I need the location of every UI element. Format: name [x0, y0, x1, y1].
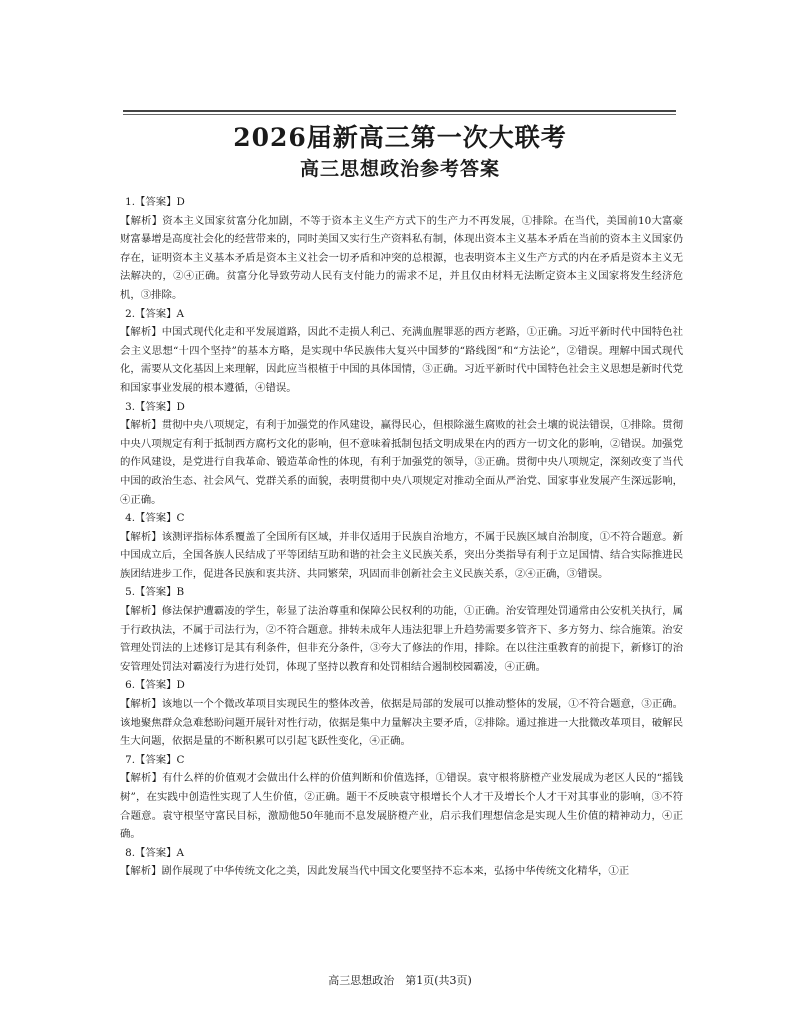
page-subtitle: 高三思想政治参考答案: [299, 158, 500, 180]
question-block: [120, 398, 683, 510]
question-block: [120, 509, 683, 583]
answer-text: 【答案】D: [135, 400, 185, 413]
header-rule: [123, 110, 676, 112]
question-number: 8.: [125, 846, 135, 859]
explanation-text: 【解析】有什么样的价值观才会做出什么样的价值判断和价值选择，①错误。袁守根将脐橙产业发展成为老区人民的“摇钱树”，在实践中创造性实现了人生价值，②正确。题干不反映袁守根增长个人才干及增长个人才干对其事业的影响，③不符合题意。袁守根坚守富民目标，激励他50年驰而不息发展脐橙产业，启示我们理想信念是实现人生价值的精神动力，④正确。: [120, 772, 683, 841]
page-footer: 高三思想政治 第1页(共3页): [328, 974, 472, 987]
question-block: [120, 676, 683, 750]
question-number: 1.: [125, 196, 135, 208]
explanation-text: 【解析】剧作展现了中华传统文化之美，因此发展当代中国文化要坚持不忘本来，弘扬中华传统文化精华，①正: [120, 865, 630, 878]
explanation-text: 【解析】该地以一个个微改革项目实现民生的整体改善，依据是局部的发展可以推动整体的发展，①不符合题意，③正确。该地聚焦群众急难愁盼问题开展针对性行动，依据是集中力量解决主要矛盾，②排除。通过推进一大批微改革项目，破解民生大问题，依据是量的不断积累可以引起飞跃性变化，④正确。: [120, 698, 683, 748]
question-block: [120, 583, 683, 676]
answer-text: 【答案】A: [135, 307, 185, 320]
question-block: [120, 305, 683, 398]
question-block: [120, 193, 683, 305]
page-title: 2026届新高三第一次大联考: [233, 123, 567, 152]
answer-line: [120, 509, 683, 528]
question-number: 2.: [125, 307, 135, 320]
answer-line: [120, 305, 683, 324]
question-number: 5.: [125, 586, 135, 599]
question-block: [120, 751, 683, 844]
answer-list: [120, 193, 683, 881]
answer-line: [120, 751, 683, 770]
explanation-text: 【解析】中国式现代化走和平发展道路，因此不走损人利己、充满血腥罪恶的西方老路，①正确。习近平新时代中国特色社会主义思想“十四个坚持”的基本方略，是实现中华民族伟大复兴中国梦的“路线图”和“方法论”，②错误。理解中国式现代化，需要从文化基因上来理解，因此应当根植于中国的具体国情，③正确。习近平新时代中国特色社会主义思想是新时代党和国家事业发展的根本遵循，④错误。: [120, 326, 683, 394]
answer-line: [120, 583, 683, 602]
question-number: 7.: [125, 753, 135, 766]
answer-text: 【答案】B: [135, 586, 185, 599]
explanation-text: 【解析】修法保护遭霸凌的学生，彰显了法治尊重和保障公民权利的功能，①正确。治安管理处罚通常由公安机关执行，属于行政执法，不属于司法行为，②不符合题意。排转未成年人违法犯罪上升趋势需要多管齐下、多方努力、综合施策。治安管理处罚法的上述修订是其有利条件，但非充分条件，③夸大了修法的作用，排除。在以往注重教育的前提下，新修订的治安管理处罚法对霸凌行为进行处罚，体现了坚持以教育和处罚相结合遏制校园霸凌，④正确。: [120, 605, 683, 673]
answer-text: 【答案】D: [135, 196, 185, 208]
answer-line: [120, 844, 683, 863]
explanation-text: 【解析】该测评指标体系覆盖了全国所有区域，并非仅适用于民族自治地方，不属于民族区域自治制度，①不符合题意。新中国成立后，全国各族人民结成了平等团结互助和谐的社会主义民族关系，突出分类指导有利于立足国情、结合实际推进民族团结进步工作，促进各民族和衷共济、共同繁荣，巩固而非创新社会主义民族关系，②④正确，③错误。: [120, 530, 683, 580]
question-number: 6.: [125, 679, 135, 692]
explanation-text: 【解析】资本主义国家贫富分化加剧，不等于资本主义生产方式下的生产力不再发展，①排除。在当代，美国前10大富豪财富暴增是高度社会化的经营带来的，同时美国又实行生产资料私有制，体现出资本主义基本矛盾在当前的资本主义国家仍存在，证明资本主义基本矛盾是资本主义社会一切矛盾和冲突的总根源，也表明资本主义生产方式的内在矛盾是资本主义无法解决的，②④正确。贫富分化导致劳动人民有支付能力的需求不足，并且仅由材料无法断定资本主义国家将发生经济危机，③排除。: [120, 214, 683, 301]
question-number: 3.: [125, 400, 135, 413]
answer-line: [120, 193, 683, 212]
question-number: 4.: [125, 512, 135, 525]
question-block: [120, 844, 683, 881]
header-rule-thin: [123, 114, 676, 115]
answer-line: [120, 398, 683, 417]
answer-text: 【答案】A: [135, 846, 185, 859]
answer-text: 【答案】C: [135, 512, 185, 525]
explanation-text: 【解析】贯彻中央八项规定，有利于加强党的作风建设，赢得民心，但根除滋生腐败的社会土壤的说法错误，①排除。贯彻中央八项规定有利于抵制西方腐朽文化的影响，但不意味着抵制包括文明成果在内的西方一切文化的影响，②错误。加强党的作风建设，是党进行自我革命、锻造革命性的体现，有利于加强党的领导，③正确。贯彻中央八项规定，深刻改变了当代中国的政治生态、社会风气、党群关系的面貌，表明贯彻中央八项规定对推动全面从严治党、国家事业发展产生深远影响，④正确。: [120, 419, 683, 506]
answer-text: 【答案】C: [135, 753, 185, 766]
answer-line: [120, 676, 683, 695]
answer-text: 【答案】D: [135, 679, 185, 692]
